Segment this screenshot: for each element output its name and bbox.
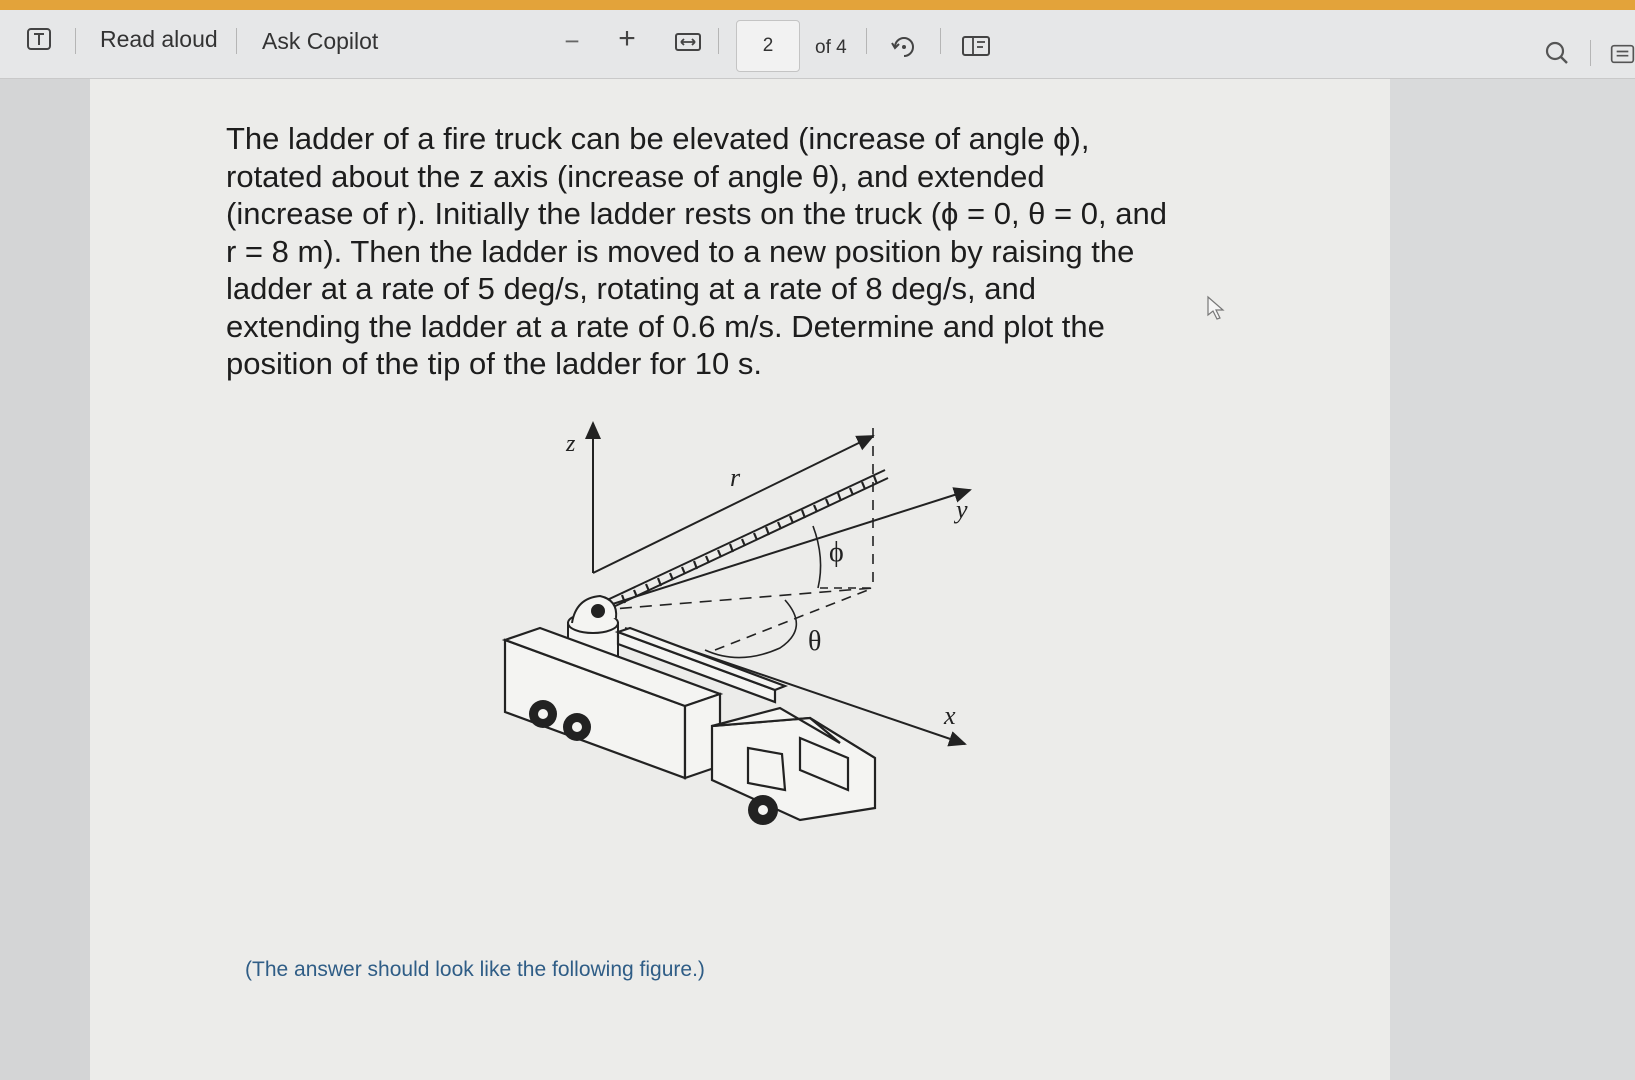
- ask-copilot-label: Ask Copilot: [262, 27, 379, 54]
- problem-line: The ladder of a fire truck can be elevated (increase of angle ϕ),: [226, 121, 1090, 156]
- page-number-input[interactable]: [736, 20, 800, 72]
- phi-label: ϕ: [829, 537, 844, 568]
- text-view-icon[interactable]: [24, 24, 54, 54]
- problem-line: (increase of r). Initially the ladder rests on the truck (ϕ = 0, θ = 0, and: [226, 196, 1167, 231]
- read-aloud-label: Read aloud: [100, 25, 218, 52]
- pdf-toolbar: [0, 10, 1635, 79]
- theta-label: θ: [808, 626, 822, 657]
- rotate-icon: [889, 31, 917, 59]
- problem-statement: [226, 120, 1246, 383]
- ladder-ground-projection: [600, 588, 873, 610]
- z-axis-label: z: [566, 431, 576, 457]
- y-axis: [600, 490, 970, 608]
- fit-width-icon: [674, 31, 702, 53]
- read-aloud-button[interactable]: [100, 22, 218, 56]
- window-top-accent: [0, 0, 1635, 10]
- fit-width-button[interactable]: [672, 28, 704, 56]
- r-label: r: [730, 463, 741, 492]
- x-axis-label: x: [944, 701, 956, 730]
- viewer-left-margin: [0, 79, 90, 1080]
- page-view-button[interactable]: [960, 32, 992, 60]
- zoom-in-button[interactable]: [612, 24, 642, 54]
- sidebar-icon: [1610, 41, 1635, 67]
- sidebar-toggle-button[interactable]: [1610, 40, 1635, 68]
- rotate-button[interactable]: [888, 30, 918, 60]
- answer-note: (The answer should look like the following figure.): [245, 958, 705, 981]
- page-total-label: of 4: [815, 37, 847, 58]
- problem-line: extending the ladder at a rate of 0.6 m/s. Determine and plot the: [226, 308, 1105, 344]
- search-button[interactable]: [1542, 38, 1572, 68]
- phi-arc: [813, 526, 821, 588]
- mouse-cursor-icon: [1206, 295, 1226, 326]
- book-view-icon: [961, 34, 991, 58]
- problem-line: rotated about the z axis (increase of angle θ), and extended: [226, 158, 1045, 194]
- fire-truck-ladder-diagram: [480, 418, 1000, 858]
- page-number-value: 2: [762, 35, 774, 56]
- plus-icon: +: [618, 22, 636, 55]
- theta-reference-line: [715, 588, 873, 650]
- ask-copilot-button[interactable]: [262, 24, 378, 58]
- problem-line: ladder at a rate of 5 deg/s, rotating at a rate of 8 deg/s, and: [226, 271, 1036, 306]
- y-axis-label: y: [956, 495, 968, 524]
- zoom-out-button[interactable]: [560, 26, 584, 56]
- search-icon: [1544, 40, 1570, 66]
- problem-line: position of the tip of the ladder for 10 s.: [226, 346, 762, 381]
- minus-icon: −: [564, 25, 580, 56]
- problem-line: r = 8 m). Then the ladder is moved to a new position by raising the: [226, 233, 1135, 269]
